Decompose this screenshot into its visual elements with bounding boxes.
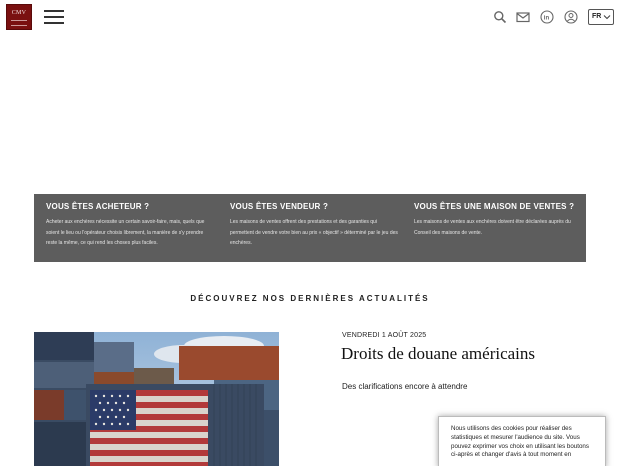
user-icon[interactable] (564, 10, 578, 24)
auction-house-card[interactable] (414, 202, 582, 238)
search-icon[interactable] (493, 10, 507, 24)
mail-icon[interactable] (516, 10, 530, 24)
article-title[interactable]: Droits de douane américains (341, 344, 536, 363)
article-date: VENDREDI 1 AOÛT 2025 (342, 332, 427, 339)
buyer-card-text: Acheter aux enchères nécessite un certain savoir-faire, mais, quels que soient le lieu ou l'opérateur choisis librement, la manière de s'y prendre reste la même, ce qui rend les choses plus faciles. (46, 219, 205, 246)
news-heading: DÉCOUVREZ NOS DERNIÈRES ACTUALITÉS (190, 294, 430, 303)
auction-house-card-title: VOUS ÊTES UNE MAISON DE VENTES ? (414, 202, 575, 211)
language-select[interactable] (588, 9, 614, 25)
seller-card-text: Les maisons de ventes offrent des prestations et des garanties qui permettent de vendre votre bien au prix « objectif » déterminé par le jeu des enchères. (230, 219, 398, 246)
language-code: FR (592, 13, 602, 20)
buyer-card-title: VOUS ÊTES ACHETEUR ? (46, 202, 150, 211)
audience-band (34, 194, 586, 262)
logo-decoration (11, 20, 27, 26)
buyer-card[interactable] (46, 202, 214, 249)
svg-text:in: in (543, 15, 550, 22)
article-subtitle: Des clarifications encore à attendre (342, 382, 468, 391)
cookie-consent-text: Nous utilisons des cookies pour réaliser des statistiques et mesurer l'audience du site. Vous pouvez exprimer vos choix en utilisant les boutons ci-après et changer d'avis à tout moment en (451, 425, 589, 459)
logo-text: CMV (11, 10, 27, 16)
auction-house-card-text: Les maisons de ventes aux enchères doivent être déclarées auprès du Conseil des maisons de vente. (414, 219, 571, 236)
cookie-consent-popup (438, 416, 606, 466)
chevron-down-icon (603, 13, 611, 21)
seller-card[interactable] (230, 202, 398, 249)
seller-card-title: VOUS ÊTES VENDEUR ? (230, 202, 329, 211)
site-header (0, 0, 620, 36)
linkedin-icon[interactable] (540, 10, 554, 24)
article-image[interactable] (34, 332, 279, 466)
menu-hamburger-icon[interactable] (44, 10, 64, 24)
hero-area (0, 36, 620, 192)
site-logo[interactable] (6, 4, 32, 30)
